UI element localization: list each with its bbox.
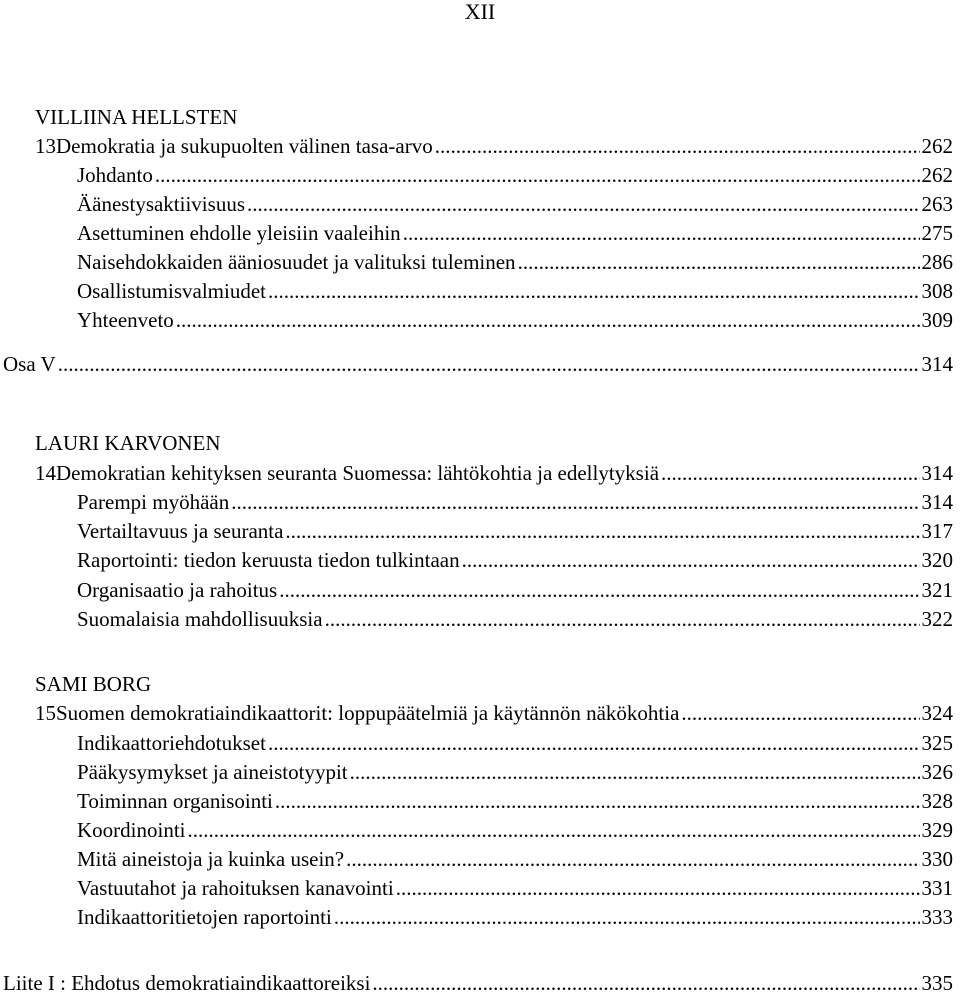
page-ref: 314 [921,461,953,485]
dot-leader [334,904,920,930]
entry-title: Toiminnan organisointi [77,789,273,813]
dot-leader [155,162,920,188]
entry-title: Suomalaisia mahdollisuuksia [77,607,323,631]
page-ref: 321 [921,578,953,602]
page-ref: 329 [921,818,953,842]
dot-leader [176,307,920,333]
author-name: LAURI KARVONEN [35,431,221,455]
page-ref: 335 [921,971,953,995]
dot-leader [396,875,920,901]
toc-entry[interactable] [77,489,953,515]
chapter-title: Demokratian kehityksen seuranta Suomessa: lähtökohtia ja edellytyksiä [56,461,660,485]
toc-entry[interactable] [77,278,953,304]
entry-title: Organisaatio ja rahoitus [77,578,278,602]
entry-title: Mitä aineistoja ja kuinka usein? [77,847,345,871]
entry-title: Osallistumisvalmiudet [77,279,266,303]
page-ref: 333 [921,905,953,929]
page-ref: 330 [921,847,953,871]
dot-leader [403,220,920,246]
page-ref: 320 [921,548,953,572]
dot-leader [681,700,919,726]
entry-title: Asettuminen ehdolle yleisiin vaaleihin [77,221,401,245]
dot-leader [346,846,919,872]
toc-part-v[interactable] [3,351,953,377]
page-ref: 262 [921,134,953,158]
entry-title: Parempi myöhään [77,490,230,514]
dot-leader [350,759,920,785]
entry-title: Indikaattoriehdotukset [77,731,266,755]
entry-title: Yhteenveto [77,308,174,332]
dot-leader [268,730,920,756]
entry-title: Vastuutahot ja rahoituksen kanavointi [77,876,394,900]
toc-chapter-15[interactable] [35,700,953,726]
page-ref: 325 [921,731,953,755]
entry-title: Johdanto [77,163,153,187]
dot-leader [518,249,920,275]
toc-entry[interactable] [77,846,953,872]
toc-entry[interactable] [77,220,953,246]
dot-leader [372,970,919,996]
toc-entry[interactable] [77,547,953,573]
entry-title: Indikaattoritietojen raportointi [77,905,332,929]
toc-entry[interactable] [77,191,953,217]
dot-leader [285,518,919,544]
page-ref: 328 [921,789,953,813]
toc-entry[interactable] [77,577,953,603]
toc-entry[interactable] [77,518,953,544]
author-name: SAMI BORG [35,672,152,696]
page-ref: 324 [921,701,953,725]
toc-entry[interactable] [77,788,953,814]
dot-leader [661,460,919,486]
toc-entry[interactable] [77,730,953,756]
toc-entry[interactable] [77,817,953,843]
page-ref: 317 [921,519,953,543]
toc-entry[interactable] [77,162,953,188]
toc-chapter-13[interactable] [35,133,953,159]
toc-entry[interactable] [77,759,953,785]
page-ref: 314 [921,352,953,376]
page-ref: 314 [921,490,953,514]
toc-appendix[interactable] [3,970,953,996]
chapter-number: 14 [35,461,56,485]
page-number: XII [464,0,496,24]
dot-leader [275,788,920,814]
dot-leader [435,133,920,159]
dot-leader [247,191,920,217]
toc-entry[interactable] [77,606,953,632]
part-title: Osa V [3,352,56,376]
page-ref: 263 [921,192,953,216]
page-ref: 326 [921,760,953,784]
page-ref: 322 [921,607,953,631]
dot-leader [462,547,920,573]
page-ref: 308 [921,279,953,303]
dot-leader [279,577,919,603]
chapter-number: 15 [35,701,56,725]
entry-title: Koordinointi [77,818,186,842]
chapter-title: Suomen demokratiaindikaattorit: loppupäätelmiä ja käytännön näkökohtia [56,701,680,725]
dot-leader [325,606,920,632]
chapter-title: Demokratia ja sukupuolten välinen tasa-arvo [56,134,433,158]
toc-entry[interactable] [77,904,953,930]
page-ref: 309 [921,308,953,332]
toc-chapter-14[interactable] [35,460,953,486]
chapter-number: 13 [35,134,56,158]
toc-entry[interactable] [77,307,953,333]
page-ref: 286 [921,250,953,274]
dot-leader [188,817,920,843]
toc-entry[interactable] [77,249,953,275]
entry-title: Äänestysaktiivisuus [77,192,245,216]
appendix-title: Liite I : Ehdotus demokratiaindikaattoreiksi [3,971,371,995]
dot-leader [268,278,920,304]
entry-title: Vertailtavuus ja seuranta [77,519,284,543]
dot-leader [58,351,920,377]
page-ref: 331 [921,876,953,900]
entry-title: Raportointi: tiedon keruusta tiedon tulkintaan [77,548,460,572]
page-ref: 275 [921,221,953,245]
page-ref: 262 [921,163,953,187]
dot-leader [231,489,919,515]
author-name: VILLIINA HELLSTEN [35,105,238,129]
entry-title: Pääkysymykset ja aineistotyypit [77,760,348,784]
entry-title: Naisehdokkaiden ääniosuudet ja valituksi tuleminen [77,250,516,274]
toc-entry[interactable] [77,875,953,901]
